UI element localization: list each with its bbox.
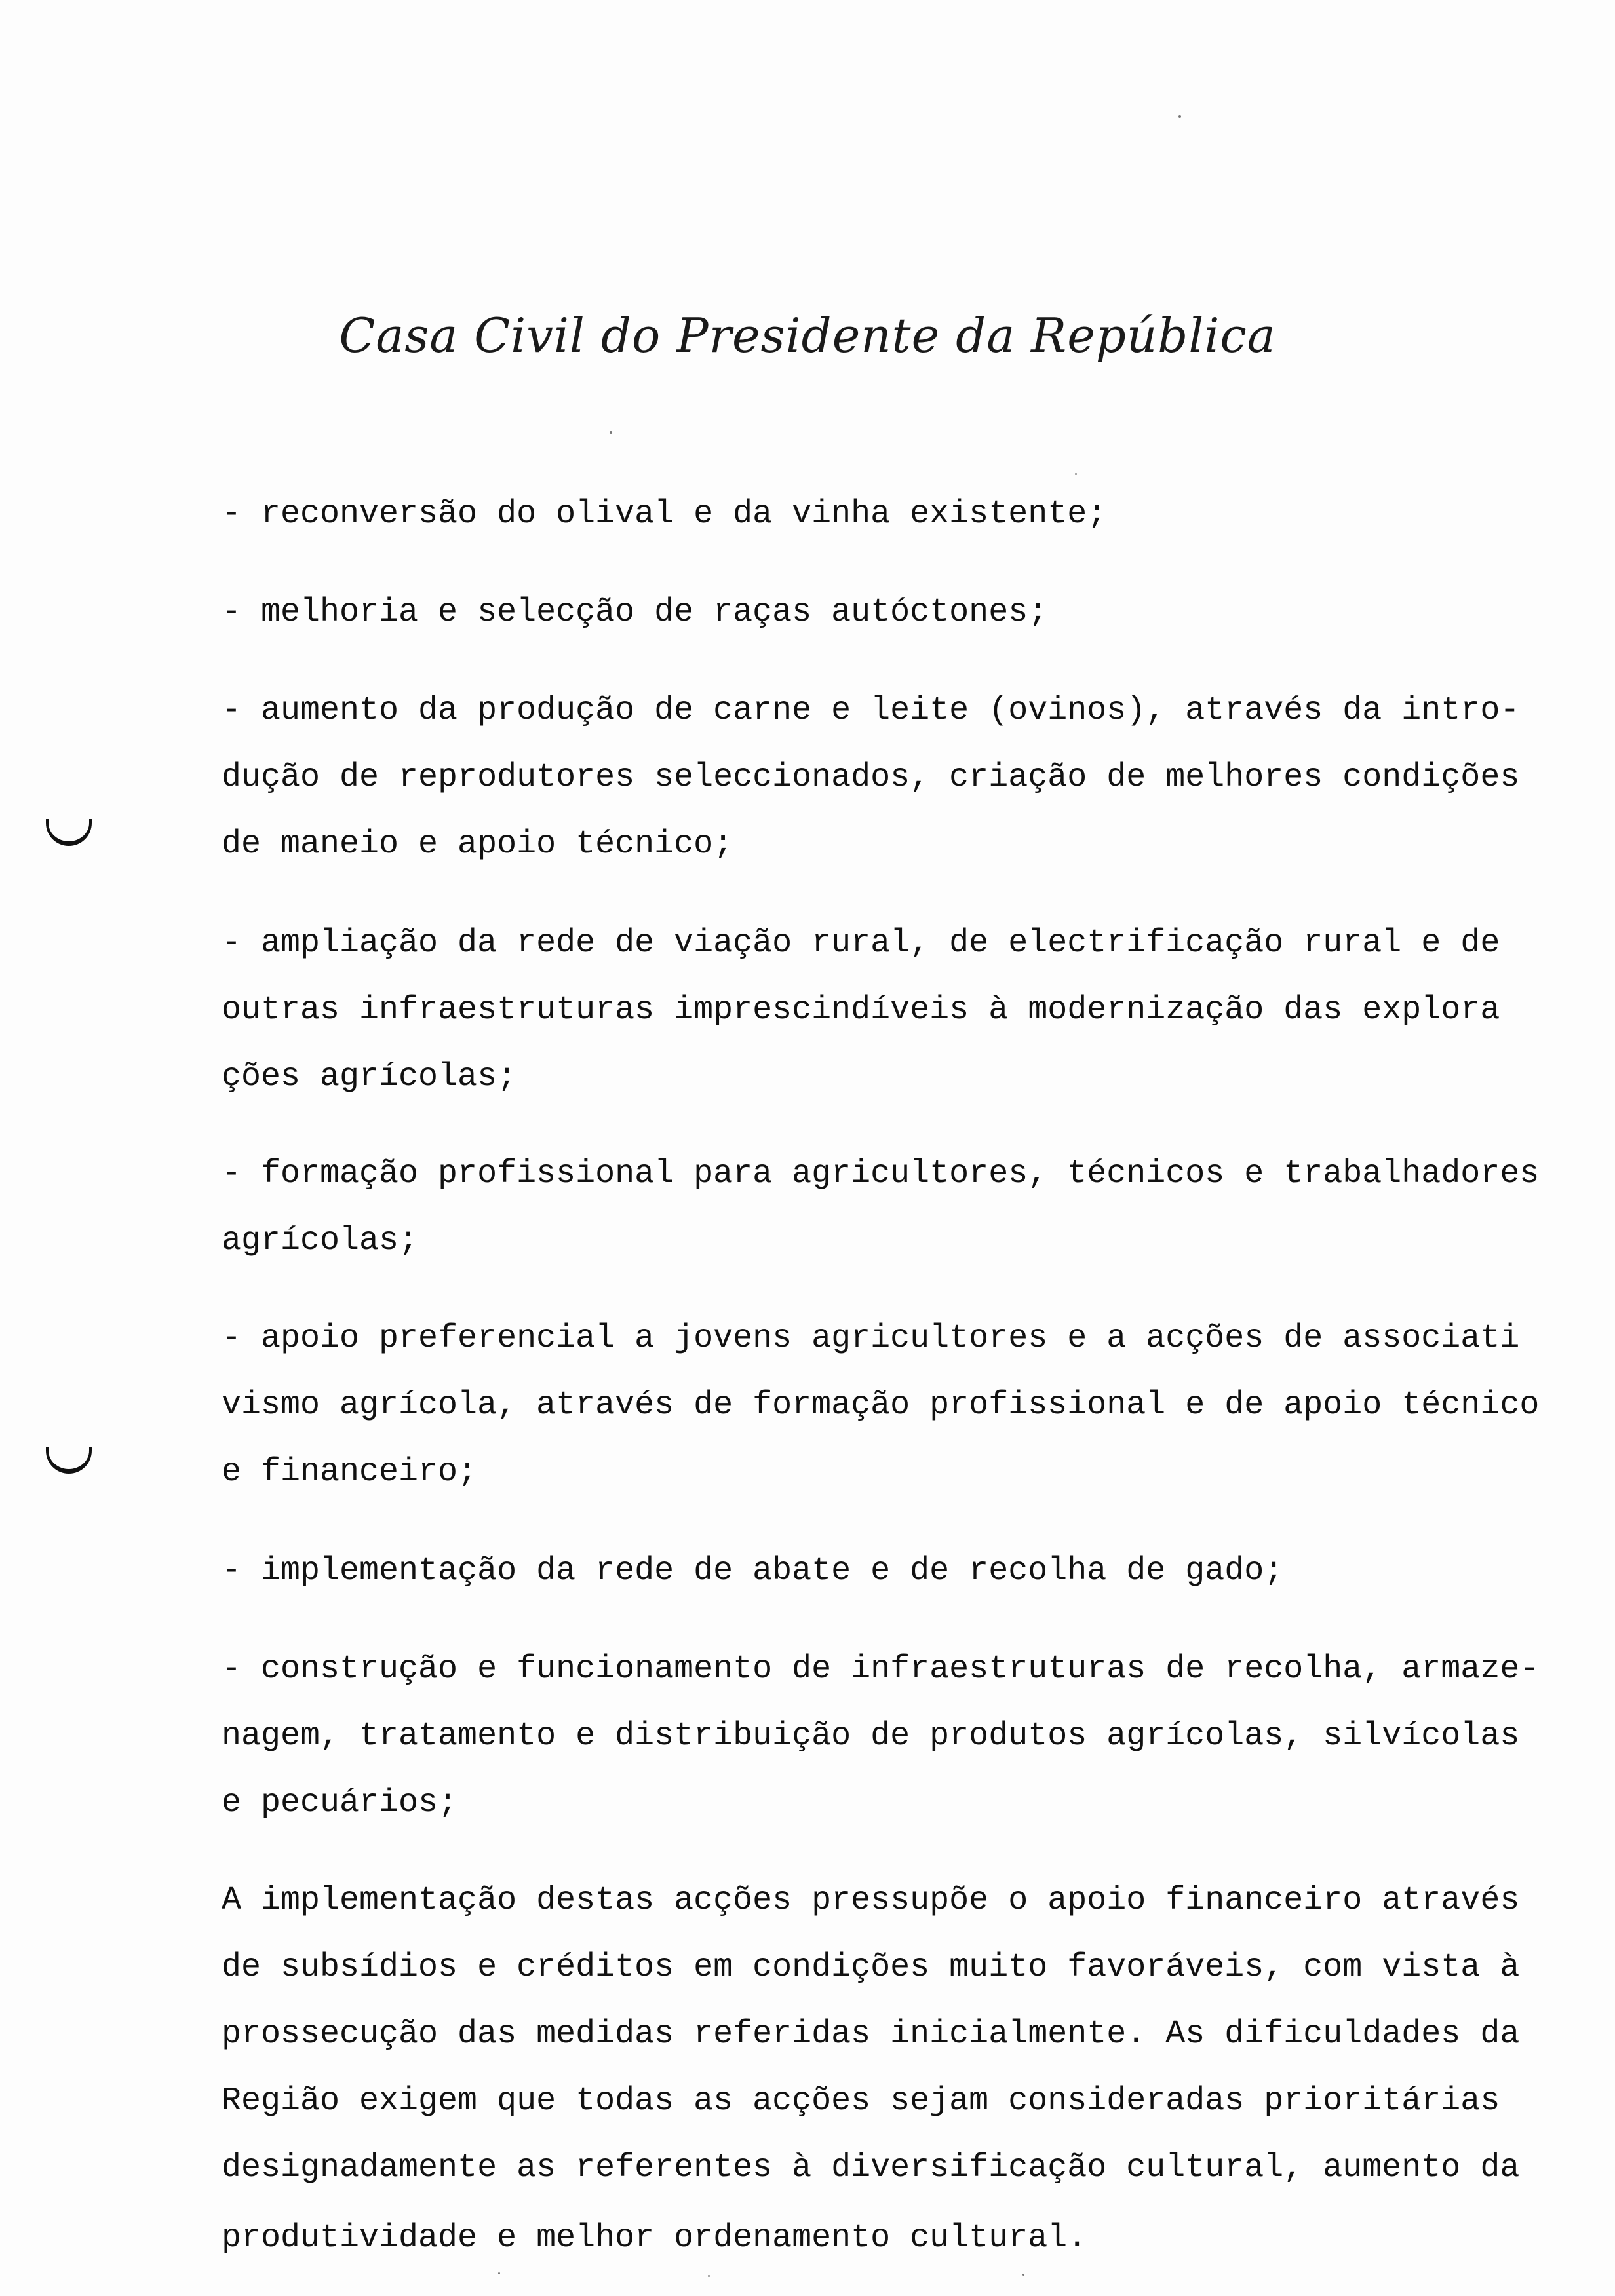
scan-speck [498, 2272, 500, 2274]
body-line-13: e financeiro; [222, 1453, 478, 1491]
scan-speck [708, 2275, 710, 2277]
margin-tick-mark [46, 1447, 92, 1474]
body-line-20: prossecução das medidas referidas inicialmente. As dificuldades da [222, 2016, 1520, 2053]
body-line-12: vismo agrícola, através de formação profissional e de apoio técnico [222, 1387, 1540, 1424]
body-line-21: Região exigem que todas as acções sejam consideradas prioritárias [222, 2082, 1500, 2120]
letterhead: Casa Civil do Presidente da República [339, 308, 1276, 363]
body-line-4: dução de reprodutores seleccionados, criação de melhores condições [222, 759, 1520, 796]
body-line-16: nagem, tratamento e distribuição de produtos agrícolas, silvícolas [222, 1717, 1520, 1755]
body-line-1: - reconversão do olival e da vinha existente; [222, 495, 1107, 533]
body-line-2: - melhoria e selecção de raças autóctones; [222, 594, 1048, 631]
body-line-5: de maneio e apoio técnico; [222, 826, 733, 863]
body-line-18: A implementação destas acções pressupõe o apoio financeiro através [222, 1882, 1520, 1919]
body-line-6: - ampliação da rede de viação rural, de electrificação rural e de [222, 925, 1500, 962]
scan-speck [1075, 473, 1077, 475]
body-line-3: - aumento da produção de carne e leite (ovinos), através da intro- [222, 692, 1520, 729]
body-line-8: ções agrícolas; [222, 1058, 517, 1096]
body-line-11: - apoio preferencial a jovens agricultores e a acções de associati [222, 1320, 1520, 1357]
body-line-14: - implementação da rede de abate e de recolha de gado; [222, 1552, 1284, 1590]
scan-speck [1178, 115, 1181, 118]
body-line-17: e pecuários; [222, 1784, 458, 1822]
body-line-15: - construção e funcionamento de infraestruturas de recolha, armaze- [222, 1651, 1540, 1688]
body-line-7: outras infraestruturas imprescindíveis à modernização das explora [222, 991, 1500, 1029]
body-line-9: - formação profissional para agricultores, técnicos e trabalhadores [222, 1155, 1540, 1193]
margin-tick-mark [46, 819, 92, 846]
body-line-23: produtividade e melhor ordenamento cultural. [222, 2219, 1087, 2257]
scan-speck [1022, 2274, 1024, 2276]
body-line-22: designadamente as referentes à diversificação cultural, aumento da [222, 2149, 1520, 2187]
body-line-19: de subsídios e créditos em condições muito favoráveis, com vista à [222, 1949, 1520, 1986]
scan-speck [610, 431, 612, 434]
body-line-10: agrícolas; [222, 1222, 419, 1259]
